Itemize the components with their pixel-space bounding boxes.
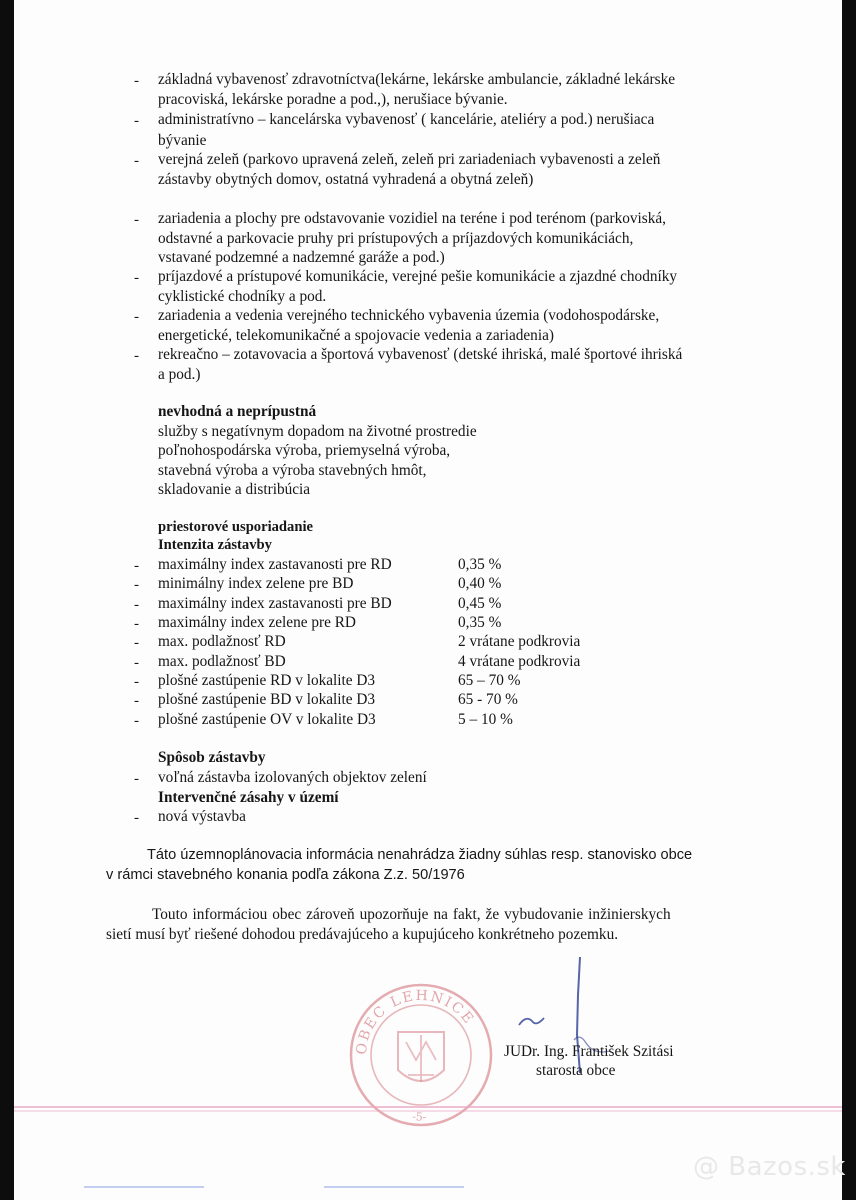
param-value: 2 vrátane podkrovia <box>458 633 581 650</box>
list-item: stavebná výroba a výroba stavebných hmôt, <box>158 462 427 479</box>
param-label: maximálny index zastavanosti pre RD <box>158 556 392 573</box>
param-label: minimálny index zelene pre BD <box>158 575 354 592</box>
bullet: - <box>134 655 139 671</box>
section-subheading: Intenzita zástavby <box>158 537 272 553</box>
bullet: - <box>134 810 139 826</box>
param-value: 0,40 % <box>458 575 502 592</box>
section-heading: nevhodná a neprípustná <box>158 403 317 420</box>
list-item-line: vstavané podzemné a nadzemné garáže a pod.) <box>158 249 445 266</box>
warning-line: Touto informáciou obec zároveň upozorňuje na fakt, že vybudovanie inžinierskych <box>152 906 671 923</box>
scan-line <box>14 1110 842 1112</box>
bullet: - <box>134 113 139 129</box>
bullet: - <box>134 771 139 787</box>
bullet: - <box>134 73 139 89</box>
param-value: 4 vrátane podkrovia <box>458 653 581 670</box>
param-value: 0,35 % <box>458 614 502 631</box>
list-item-line: príjazdové a prístupové komunikácie, verejné pešie komunikácie a zjazdné chodníky <box>158 268 678 285</box>
param-label: plošné zastúpenie RD v lokalite D3 <box>158 672 376 689</box>
bullet: - <box>134 597 139 613</box>
bullet: - <box>134 558 139 574</box>
watermark <box>693 1152 846 1182</box>
bullet: - <box>134 212 139 228</box>
param-label: plošné zastúpenie OV v lokalite D3 <box>158 711 376 728</box>
list-item-line: základná vybavenosť zdravotníctva(lekárne, lekárske ambulancie, základné lekárske <box>158 71 676 88</box>
bullet: - <box>134 309 139 325</box>
section-heading: priestorové usporiadanie <box>158 519 313 535</box>
signatory-name: JUDr. Ing. František Szitási <box>504 1043 674 1060</box>
list-item-line: rekreačno – zotavovacia a športová vybavenosť (detské ihriská, malé športové ihriská <box>158 346 683 363</box>
watermark-text: Bazos.sk <box>728 1152 846 1182</box>
bullet: - <box>134 635 139 651</box>
bullet: - <box>134 577 139 593</box>
list-item-line: odstavné a parkovacie pruhy pri prístupových a príjazdových komunikáciách, <box>158 230 634 247</box>
bullet: - <box>134 153 139 169</box>
param-label: max. podlažnosť BD <box>158 653 286 670</box>
list-item-line: a pod.) <box>158 366 201 383</box>
list-item: voľná zástavba izolovaných objektov zelení <box>158 769 427 786</box>
list-item-line: administratívno – kancelárska vybavenosť ( kancelárie, ateliéry a pod.) nerušiaca <box>158 111 655 128</box>
param-value: 0,35 % <box>458 556 502 573</box>
notice-line: v rámci stavebného konania podľa zákona Z.z. 50/1976 <box>106 867 465 883</box>
at-icon: @ <box>692 1152 720 1182</box>
param-value: 65 - 70 % <box>458 691 518 708</box>
param-value: 0,45 % <box>458 595 502 612</box>
stamp-text: OBEC LEHNICE <box>353 987 478 1056</box>
bullet: - <box>134 270 139 286</box>
list-item-line: zástavby obytných domov, ostatná vyhradená a obytná zeleň) <box>158 171 534 188</box>
param-value: 5 – 10 % <box>458 711 513 728</box>
list-item-line: pracoviská, lekárske poradne a pod.,), nerušiace bývanie. <box>158 91 508 108</box>
list-item-line: cyklistické chodníky a pod. <box>158 288 327 305</box>
param-label: plošné zastúpenie BD v lokalite D3 <box>158 691 376 708</box>
param-label: maximálny index zastavanosti pre BD <box>158 595 392 612</box>
list-item-line: bývanie <box>158 132 207 149</box>
bullet: - <box>134 616 139 632</box>
section-heading: Intervenčné zásahy v území <box>158 789 339 806</box>
bullet: - <box>134 693 139 709</box>
param-label: max. podlažnosť RD <box>158 633 286 650</box>
stamp-number: -5- <box>411 1109 427 1124</box>
warning-line: sietí musí byť riešené dohodou predávajúceho a kupujúceho konkrétneho pozemku. <box>106 926 619 943</box>
list-item: nová výstavba <box>158 808 246 825</box>
list-item: poľnohospodárska výroba, priemyselná výroba, <box>158 442 451 459</box>
document-page <box>14 0 842 1200</box>
bullet: - <box>134 348 139 364</box>
bullet: - <box>134 713 139 729</box>
list-item-line: zariadenia a vedenia verejného technického vybavenia územia (vodohospodárske, <box>158 307 660 324</box>
param-value: 65 – 70 % <box>458 672 521 689</box>
list-item-line: verejná zeleň (parkovo upravená zeleň, zeleň pri zariadeniach vybavenosti a zeleň <box>158 151 661 168</box>
list-item: služby s negatívnym dopadom na životné prostredie <box>158 423 477 440</box>
list-item-line: zariadenia a plochy pre odstavovanie vozidiel na teréne i pod terénom (parkoviská, <box>158 210 666 227</box>
list-item: skladovanie a distribúcia <box>158 481 311 498</box>
bullet: - <box>134 674 139 690</box>
scan-line <box>14 1106 842 1108</box>
param-label: maximálny index zelene pre RD <box>158 614 356 631</box>
list-item-line: energetické, telekomunikačné a spojovacie vedenia a zariadenia) <box>158 327 554 344</box>
notice-line: Táto územnoplánovacia informácia nenahrádza žiadny súhlas resp. stanovisko obce <box>147 847 693 863</box>
scan-mark <box>324 1186 464 1188</box>
scan-mark <box>84 1186 204 1188</box>
section-heading: Spôsob zástavby <box>158 749 266 766</box>
signatory-title: starosta obce <box>536 1062 616 1079</box>
